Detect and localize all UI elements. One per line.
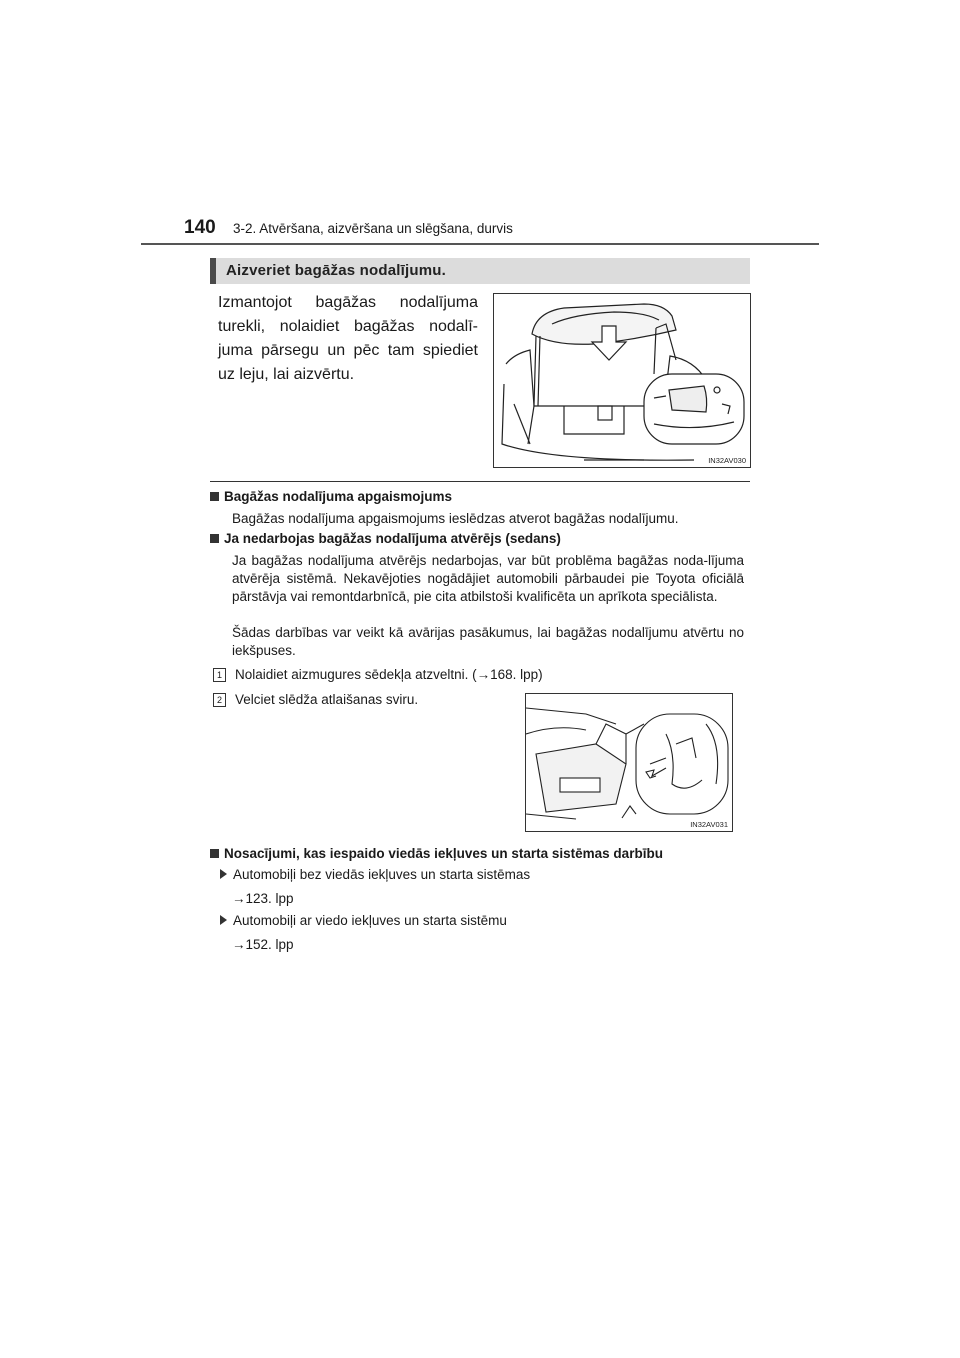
page-number: 140 [184,217,216,238]
release-lever-illustration [526,694,732,831]
section-separator [210,481,750,482]
header-rule [141,243,819,245]
conditions-heading [210,846,663,861]
triangle-bullet-icon [220,915,227,925]
trunk-closing-illustration [494,294,750,467]
square-bullet-icon [210,492,219,501]
step-banner [210,258,750,284]
step-1 [213,667,543,682]
lighting-body: Bagāžas nodalījuma apgaismojums ieslēdzas atverot bagāžas nodalījumu. [232,511,679,526]
condition-item-2-label: Automobiļi ar viedo iekļuves un starta sistēmu [233,913,507,928]
condition-ref-1[interactable]: →123. lpp [232,891,294,906]
step-instruction: Izmantojot bagāžas nodalījuma turekli, nolaidiet bagāžas nodalī-juma pārsegu un pēc tam spiediet uz leju, lai aizvērtu. [218,294,478,383]
square-bullet-icon [210,849,219,858]
square-bullet-icon [210,534,219,543]
condition-item-2 [220,913,507,928]
condition-item-1 [220,867,530,882]
step-banner-title: Aizveriet bagāžas nodalījumu. [226,262,447,279]
lighting-heading-text: Bagāžas nodalījuma apgaismojums [224,489,453,504]
release-lever-figure [525,693,733,832]
step-number-box: 2 [213,693,226,707]
opener-heading [210,531,561,546]
opener-body-1 [232,552,744,606]
step-banner-bar [210,258,216,284]
trunk-closing-figure [493,293,751,468]
condition-item-1-label: Automobiļi bez viedās iekļuves un starta sistēmas [233,867,531,882]
lighting-heading [210,489,452,504]
figure-code: IN32AV030 [708,456,746,465]
opener-body-2: Šādas darbības var veikt kā avārijas pasākumus, lai bagāžas nodalījumu atvērtu no iekšpuses. [232,625,744,658]
conditions-heading-text: Nosacījumi, kas iespaido viedās iekļuves un starta sistēmas darbību [224,846,663,861]
step-2 [213,692,418,707]
triangle-bullet-icon [220,869,227,879]
opener-heading-text: Ja nedarbojas bagāžas nodalījuma atvērējs (sedans) [224,531,561,546]
opener-body-1-text: Ja bagāžas nodalījuma atvērējs nedarbojas, var būt problēma bagāžas noda-lījuma atvērēja sistēmā. Nekavējoties nogādājiet automobili pārbaudei pie Toyota oficiālā pārstāvja vai remontdarbnīcā, pie cita atbilstoši kvalificēta un aprīkota speciālista. [232,553,744,604]
step-1-text: Nolaidiet aizmugures sēdekļa atzveltni. (→168. lpp) [235,667,543,682]
figure-code: IN32AV031 [690,820,728,829]
condition-ref-2[interactable]: →152. lpp [232,937,294,952]
step-2-text: Velciet slēdža atlaišanas sviru. [235,692,419,707]
step-number-box: 1 [213,668,226,682]
section-title: 3-2. Atvēršana, aizvēršana un slēgšana, durvis [233,221,513,236]
